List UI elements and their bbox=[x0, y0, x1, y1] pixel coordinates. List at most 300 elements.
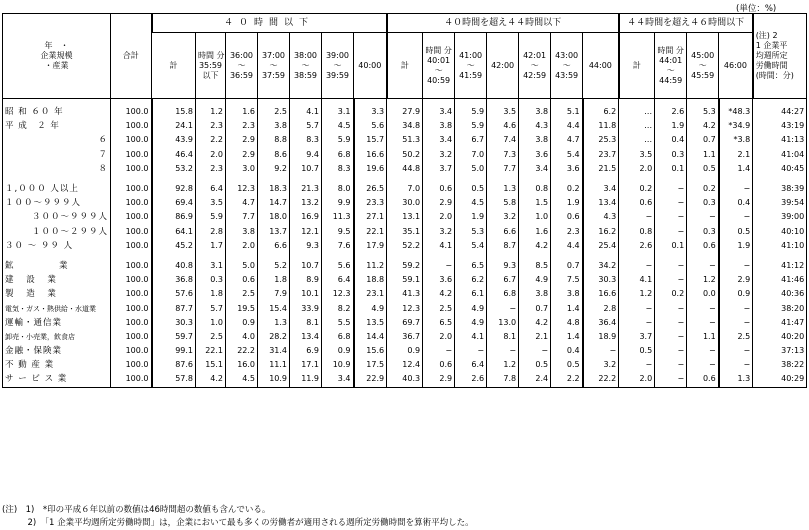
table-cell: 1.2 bbox=[619, 287, 655, 301]
table-cell: 2.2 bbox=[196, 133, 226, 147]
table-cell: 12.3 bbox=[387, 301, 423, 315]
table-cell: 100.0 bbox=[111, 239, 152, 253]
col-44: 44:00 bbox=[583, 33, 619, 99]
table-cell: 17.9 bbox=[354, 239, 387, 253]
table-cell: 43:19 bbox=[753, 119, 807, 133]
table-cell: *3.8 bbox=[719, 133, 753, 147]
table-cell: 44:27 bbox=[753, 99, 807, 120]
table-cell: 0.0 bbox=[687, 287, 719, 301]
table-cell: − bbox=[655, 259, 687, 273]
table-cell: 0.5 bbox=[551, 358, 583, 372]
table-cell: 6.8 bbox=[487, 287, 519, 301]
table-cell: 38:20 bbox=[753, 301, 807, 315]
table-cell: 25.3 bbox=[583, 133, 619, 147]
table-cell: … bbox=[619, 133, 655, 147]
table-cell: 6.2 bbox=[583, 99, 619, 120]
table-cell: 21.5 bbox=[583, 162, 619, 176]
table-cell: 100.0 bbox=[111, 259, 152, 273]
table-cell: 27.9 bbox=[387, 99, 423, 120]
table-cell: − bbox=[687, 210, 719, 224]
row-label: 不 動 産 業 bbox=[3, 358, 111, 372]
col-46: 46:00 bbox=[719, 33, 753, 99]
table-cell: 0.6 bbox=[551, 210, 583, 224]
table-cell: 2.8 bbox=[583, 301, 619, 315]
table-cell: 7.7 bbox=[226, 210, 258, 224]
table-cell: − bbox=[487, 344, 519, 358]
table-cell: 2.2 bbox=[551, 372, 583, 387]
table-cell: 100.0 bbox=[111, 358, 152, 372]
table-cell: 0.5 bbox=[719, 225, 753, 239]
table-cell: 5.9 bbox=[322, 133, 354, 147]
table-cell: 23.1 bbox=[354, 287, 387, 301]
table-cell: 8.0 bbox=[322, 182, 354, 196]
table-cell: 6.6 bbox=[487, 225, 519, 239]
table-cell: 69.4 bbox=[152, 196, 196, 210]
table-cell: 5.4 bbox=[551, 148, 583, 162]
table-cell: 40.8 bbox=[152, 259, 196, 273]
table-cell: 5.6 bbox=[322, 259, 354, 273]
table-cell: 6.1 bbox=[455, 287, 487, 301]
col-kei-2: 計 bbox=[387, 33, 423, 99]
table-cell: 2.3 bbox=[226, 119, 258, 133]
table-cell: 40:10 bbox=[753, 225, 807, 239]
table-cell: 100.0 bbox=[111, 210, 152, 224]
table-cell: − bbox=[687, 259, 719, 273]
table-cell: 1.8 bbox=[196, 287, 226, 301]
col-kei-3: 計 bbox=[619, 33, 655, 99]
table-cell: 2.6 bbox=[455, 372, 487, 387]
table-cell: 1.9 bbox=[655, 119, 687, 133]
col-36: 36:00 〜 36:59 bbox=[226, 33, 258, 99]
table-cell: − bbox=[519, 344, 551, 358]
table-cell: − bbox=[655, 316, 687, 330]
table-cell: 0.7 bbox=[519, 301, 551, 315]
table-cell: 0.6 bbox=[423, 358, 455, 372]
table-cell: 36.7 bbox=[387, 330, 423, 344]
stub-header: 年 ・ 企業規模 ・産業 bbox=[3, 14, 111, 99]
table-cell: 22.9 bbox=[354, 372, 387, 387]
table-cell: 3.5 bbox=[619, 148, 655, 162]
row-label: 昭 和 ６０ 年 bbox=[3, 99, 111, 120]
table-cell: 6.4 bbox=[455, 358, 487, 372]
row-label: 金融・保険業 bbox=[3, 344, 111, 358]
table-cell: 0.3 bbox=[687, 196, 719, 210]
table-cell: 30.3 bbox=[152, 316, 196, 330]
row-label: 運輸・通信業 bbox=[3, 316, 111, 330]
table-cell: 0.5 bbox=[455, 182, 487, 196]
table-cell: 1.9 bbox=[719, 239, 753, 253]
table-row bbox=[3, 259, 807, 273]
table-cell: 1.0 bbox=[196, 316, 226, 330]
table-cell: 0.2 bbox=[551, 182, 583, 196]
table-cell: 1.2 bbox=[487, 358, 519, 372]
table-cell: 3.4 bbox=[423, 99, 455, 120]
table-cell: 100.0 bbox=[111, 119, 152, 133]
table-cell: 5.1 bbox=[551, 99, 583, 120]
table-cell: 2.3 bbox=[196, 119, 226, 133]
table-cell: 6.6 bbox=[258, 239, 290, 253]
table-cell: 100.0 bbox=[111, 148, 152, 162]
table-cell: 6.7 bbox=[487, 273, 519, 287]
table-cell: 64.1 bbox=[152, 225, 196, 239]
table-cell: 34.2 bbox=[583, 259, 619, 273]
table-cell: 4.9 bbox=[455, 301, 487, 315]
table-cell: 4.0 bbox=[226, 330, 258, 344]
table-cell: 25.4 bbox=[583, 239, 619, 253]
table-cell: 2.0 bbox=[196, 148, 226, 162]
table-cell: 44.8 bbox=[387, 162, 423, 176]
table-cell: 4.5 bbox=[322, 119, 354, 133]
table-cell: − bbox=[687, 301, 719, 315]
table-cell: 37:13 bbox=[753, 344, 807, 358]
table-cell: 0.6 bbox=[619, 196, 655, 210]
table-cell: 3.8 bbox=[258, 119, 290, 133]
table-cell: − bbox=[655, 210, 687, 224]
table-cell: 12.1 bbox=[290, 225, 322, 239]
avg-hours-header: (注) 2 1 企業平 均週所定 労働時間 (時間：分) bbox=[753, 14, 807, 99]
table-cell: 0.9 bbox=[719, 287, 753, 301]
table-cell: 10.9 bbox=[322, 358, 354, 372]
table-cell: 2.6 bbox=[655, 99, 687, 120]
table-cell: 1.6 bbox=[226, 99, 258, 120]
table-cell: 2.0 bbox=[226, 239, 258, 253]
table-cell: 6.7 bbox=[455, 133, 487, 147]
table-cell: 1.6 bbox=[519, 225, 551, 239]
table-cell: 14.7 bbox=[258, 196, 290, 210]
table-cell: 22.1 bbox=[354, 225, 387, 239]
table-cell: 2.0 bbox=[619, 372, 655, 387]
table-cell: 0.5 bbox=[619, 344, 655, 358]
table-cell: 41:12 bbox=[753, 259, 807, 273]
table-cell: 100.0 bbox=[111, 273, 152, 287]
table-cell: 5.7 bbox=[290, 119, 322, 133]
table-cell: 3.3 bbox=[354, 99, 387, 120]
table-cell: 4.8 bbox=[551, 316, 583, 330]
table-cell: 7.9 bbox=[258, 287, 290, 301]
table-cell: 15.7 bbox=[354, 133, 387, 147]
table-cell: 2.3 bbox=[551, 225, 583, 239]
table-cell: 0.9 bbox=[387, 344, 423, 358]
table-row bbox=[3, 344, 807, 358]
table-cell: − bbox=[619, 358, 655, 372]
table-cell: 6.5 bbox=[455, 259, 487, 273]
table-row bbox=[3, 239, 807, 253]
col-43: 43:00 〜 43:59 bbox=[551, 33, 583, 99]
row-label: 電気・ガス・熱供給・水道業 bbox=[3, 301, 111, 315]
table-cell: 99.1 bbox=[152, 344, 196, 358]
col-44-01: 時間 分 44:01 〜 44:59 bbox=[655, 33, 687, 99]
table-cell: 4.4 bbox=[551, 119, 583, 133]
table-cell: 2.4 bbox=[519, 372, 551, 387]
table-cell: − bbox=[687, 316, 719, 330]
row-label: １００〜２９９人 bbox=[3, 225, 111, 239]
table-row bbox=[3, 196, 807, 210]
table-cell: 18.3 bbox=[258, 182, 290, 196]
table-cell: 57.8 bbox=[152, 372, 196, 387]
table-cell: 3.8 bbox=[519, 133, 551, 147]
table-cell: 2.9 bbox=[423, 196, 455, 210]
table-cell: 6.4 bbox=[196, 182, 226, 196]
table-cell: 7.0 bbox=[455, 148, 487, 162]
table-cell: 0.3 bbox=[196, 273, 226, 287]
table-cell: 3.5 bbox=[196, 196, 226, 210]
table-cell: 100.0 bbox=[111, 162, 152, 176]
table-cell: 40:20 bbox=[753, 330, 807, 344]
table-cell: 100.0 bbox=[111, 225, 152, 239]
table-cell: 16.0 bbox=[226, 358, 258, 372]
group-40-or-less: ４０時間以下 bbox=[152, 14, 387, 33]
table-cell: 5.4 bbox=[455, 239, 487, 253]
table-cell: 39:54 bbox=[753, 196, 807, 210]
table-cell: − bbox=[583, 344, 619, 358]
table-cell: 1.3 bbox=[487, 182, 519, 196]
table-cell: 11.2 bbox=[354, 259, 387, 273]
table-cell: 4.9 bbox=[519, 273, 551, 287]
table-cell: 4.2 bbox=[519, 239, 551, 253]
table-cell: 13.1 bbox=[387, 210, 423, 224]
table-cell: 8.2 bbox=[322, 301, 354, 315]
table-cell: 1.0 bbox=[519, 210, 551, 224]
table-cell: 8.3 bbox=[322, 162, 354, 176]
table-row bbox=[3, 301, 807, 315]
table-row bbox=[3, 287, 807, 301]
table-cell: 16.6 bbox=[583, 287, 619, 301]
table-cell: 0.5 bbox=[687, 162, 719, 176]
table-cell: − bbox=[619, 316, 655, 330]
table-cell: 19.6 bbox=[354, 162, 387, 176]
group-44-to-46: ４４時間を超え４６時間以下 bbox=[619, 14, 753, 33]
table-cell: − bbox=[655, 344, 687, 358]
table-cell: 15.8 bbox=[152, 99, 196, 120]
table-cell: 100.0 bbox=[111, 330, 152, 344]
row-label: ８ bbox=[3, 162, 111, 176]
table-cell: 1.9 bbox=[455, 210, 487, 224]
table-cell: 1.2 bbox=[687, 273, 719, 287]
table-cell: 100.0 bbox=[111, 372, 152, 387]
table-row bbox=[3, 119, 807, 133]
table-cell: 4.5 bbox=[226, 372, 258, 387]
header-row-1 bbox=[3, 14, 807, 33]
table-cell: 41:10 bbox=[753, 239, 807, 253]
table-cell: 7.3 bbox=[487, 148, 519, 162]
table-cell: 16.6 bbox=[354, 148, 387, 162]
table-cell: 2.9 bbox=[423, 372, 455, 387]
table-cell: 100.0 bbox=[111, 316, 152, 330]
table-cell: 13.4 bbox=[290, 330, 322, 344]
table-cell: 4.2 bbox=[196, 372, 226, 387]
table-cell: 0.2 bbox=[655, 287, 687, 301]
row-label: 鉱 業 bbox=[3, 259, 111, 273]
table-cell: 1.8 bbox=[258, 273, 290, 287]
table-cell: − bbox=[655, 330, 687, 344]
table-cell: 6.4 bbox=[322, 273, 354, 287]
table-row bbox=[3, 210, 807, 224]
row-label: ３０ 〜 ９９ 人 bbox=[3, 239, 111, 253]
col-40: 40:00 bbox=[354, 33, 387, 99]
table-cell: 12.3 bbox=[226, 182, 258, 196]
table-cell: 2.5 bbox=[423, 301, 455, 315]
table-cell: − bbox=[423, 344, 455, 358]
table-cell: 100.0 bbox=[111, 182, 152, 196]
table-cell: 9.4 bbox=[290, 148, 322, 162]
table-cell: 10.1 bbox=[290, 287, 322, 301]
table-cell: 46.4 bbox=[152, 148, 196, 162]
table-cell: 10.9 bbox=[258, 372, 290, 387]
table-cell: − bbox=[655, 196, 687, 210]
table-row bbox=[3, 225, 807, 239]
col-42: 42:00 bbox=[487, 33, 519, 99]
table-cell: 33.9 bbox=[290, 301, 322, 315]
table-cell: 12.3 bbox=[322, 287, 354, 301]
table-cell: 0.8 bbox=[519, 182, 551, 196]
table-cell: 3.4 bbox=[322, 372, 354, 387]
table-cell: 69.7 bbox=[387, 316, 423, 330]
table-cell: 1.3 bbox=[719, 372, 753, 387]
table-cell: − bbox=[719, 358, 753, 372]
table-cell: 0.1 bbox=[655, 162, 687, 176]
table-cell: 8.6 bbox=[258, 148, 290, 162]
table-cell: 6.9 bbox=[290, 344, 322, 358]
table-cell: 8.9 bbox=[290, 273, 322, 287]
table-cell: 4.2 bbox=[687, 119, 719, 133]
table-cell: 2.5 bbox=[196, 330, 226, 344]
table-cell: 11.1 bbox=[258, 358, 290, 372]
table-cell: 0.6 bbox=[226, 273, 258, 287]
table-cell: 16.9 bbox=[290, 210, 322, 224]
table-cell: 0.6 bbox=[423, 182, 455, 196]
table-cell: 13.0 bbox=[487, 316, 519, 330]
table-row bbox=[3, 162, 807, 176]
table-cell: 8.3 bbox=[290, 133, 322, 147]
table-cell: 3.5 bbox=[487, 99, 519, 120]
table-cell: 11.8 bbox=[583, 119, 619, 133]
table-row bbox=[3, 330, 807, 344]
col-37: 37:00 〜 37:59 bbox=[258, 33, 290, 99]
table-cell: 87.6 bbox=[152, 358, 196, 372]
table-cell: 5.0 bbox=[455, 162, 487, 176]
table-cell: 15.6 bbox=[354, 344, 387, 358]
table-cell: − bbox=[719, 182, 753, 196]
table-cell: 41:04 bbox=[753, 148, 807, 162]
table-cell: 4.3 bbox=[583, 210, 619, 224]
table-cell: 100.0 bbox=[111, 99, 152, 120]
table-cell: 12.4 bbox=[387, 358, 423, 372]
table-cell: 4.1 bbox=[290, 99, 322, 120]
row-label: 平 成 ２ 年 bbox=[3, 119, 111, 133]
table-cell: 19.5 bbox=[226, 301, 258, 315]
row-label: 建 設 業 bbox=[3, 273, 111, 287]
table-cell: 1.4 bbox=[719, 162, 753, 176]
table-cell: 2.9 bbox=[719, 273, 753, 287]
table-cell: 10.7 bbox=[290, 162, 322, 176]
table-cell: 100.0 bbox=[111, 301, 152, 315]
table-cell: 5.8 bbox=[487, 196, 519, 210]
table-cell: 6.8 bbox=[322, 148, 354, 162]
table-cell: 4.1 bbox=[423, 239, 455, 253]
col-40-01: 時間 分 40:01 〜 40:59 bbox=[423, 33, 455, 99]
table-row bbox=[3, 182, 807, 196]
table-cell: 3.4 bbox=[423, 133, 455, 147]
table-cell: − bbox=[423, 259, 455, 273]
note-2: 2) 「1 企業平均週所定労働時間」は，企業において最も多くの労働者が適用される週所定労働時間を算術平均した。 bbox=[2, 518, 474, 528]
table-cell: 7.7 bbox=[487, 162, 519, 176]
table-cell: 86.9 bbox=[152, 210, 196, 224]
table-cell: 9.5 bbox=[322, 225, 354, 239]
table-cell: 4.4 bbox=[551, 239, 583, 253]
table-cell: 40:29 bbox=[753, 372, 807, 387]
table-cell: 1.7 bbox=[196, 239, 226, 253]
table-cell: 17.1 bbox=[290, 358, 322, 372]
table-cell: − bbox=[655, 273, 687, 287]
table-cell: − bbox=[719, 210, 753, 224]
table-cell: 3.7 bbox=[423, 162, 455, 176]
table-cell: 2.6 bbox=[619, 239, 655, 253]
table-cell: 0.3 bbox=[655, 148, 687, 162]
table-cell: 9.3 bbox=[487, 259, 519, 273]
table-cell: 5.5 bbox=[322, 316, 354, 330]
table-cell: 2.9 bbox=[226, 148, 258, 162]
table-cell: 0.4 bbox=[719, 196, 753, 210]
table-cell: 2.8 bbox=[196, 225, 226, 239]
col-39: 39:00 〜 39:59 bbox=[322, 33, 354, 99]
table-cell: 0.1 bbox=[655, 239, 687, 253]
col-42-01: 42:01 〜 42:59 bbox=[519, 33, 551, 99]
table-cell: 38:39 bbox=[753, 182, 807, 196]
table-cell: *34.9 bbox=[719, 119, 753, 133]
table-cell: *48.3 bbox=[719, 99, 753, 120]
working-hours-table bbox=[2, 13, 807, 388]
table-cell: 6.2 bbox=[455, 273, 487, 287]
table-cell: 31.4 bbox=[258, 344, 290, 358]
table-cell: 13.5 bbox=[354, 316, 387, 330]
table-cell: 11.3 bbox=[322, 210, 354, 224]
col-35-59: 時間 分 35:59 以下 bbox=[196, 33, 226, 99]
table-cell: 7.0 bbox=[387, 182, 423, 196]
table-cell: 41.3 bbox=[387, 287, 423, 301]
table-cell: 51.3 bbox=[387, 133, 423, 147]
table-cell: 4.2 bbox=[519, 316, 551, 330]
table-cell: 35.1 bbox=[387, 225, 423, 239]
table-cell: 0.2 bbox=[619, 182, 655, 196]
table-cell: 18.0 bbox=[258, 210, 290, 224]
table-cell: 40:36 bbox=[753, 287, 807, 301]
table-cell: 4.6 bbox=[487, 119, 519, 133]
table-cell: 4.7 bbox=[226, 196, 258, 210]
table-cell: 18.8 bbox=[354, 273, 387, 287]
table-cell: 3.8 bbox=[551, 287, 583, 301]
table-cell: 5.9 bbox=[455, 99, 487, 120]
table-cell: 4.9 bbox=[354, 301, 387, 315]
table-cell: 38:22 bbox=[753, 358, 807, 372]
table-cell: 100.0 bbox=[111, 196, 152, 210]
table-cell: 0.3 bbox=[687, 225, 719, 239]
table-cell: 8.1 bbox=[290, 316, 322, 330]
table-cell: 3.1 bbox=[196, 259, 226, 273]
table-cell: 3.1 bbox=[322, 99, 354, 120]
table-cell: 41:47 bbox=[753, 316, 807, 330]
row-label: １,０００ 人以上 bbox=[3, 182, 111, 196]
table-cell: 3.8 bbox=[519, 99, 551, 120]
table-cell: 6.8 bbox=[322, 330, 354, 344]
table-cell: 1.1 bbox=[687, 330, 719, 344]
table-cell: 15.4 bbox=[258, 301, 290, 315]
table-cell: 0.7 bbox=[551, 259, 583, 273]
table-cell: 41:46 bbox=[753, 273, 807, 287]
table-cell: 5.2 bbox=[258, 259, 290, 273]
table-cell: 34.8 bbox=[387, 119, 423, 133]
table-row bbox=[3, 148, 807, 162]
table-cell: 11.9 bbox=[290, 372, 322, 387]
